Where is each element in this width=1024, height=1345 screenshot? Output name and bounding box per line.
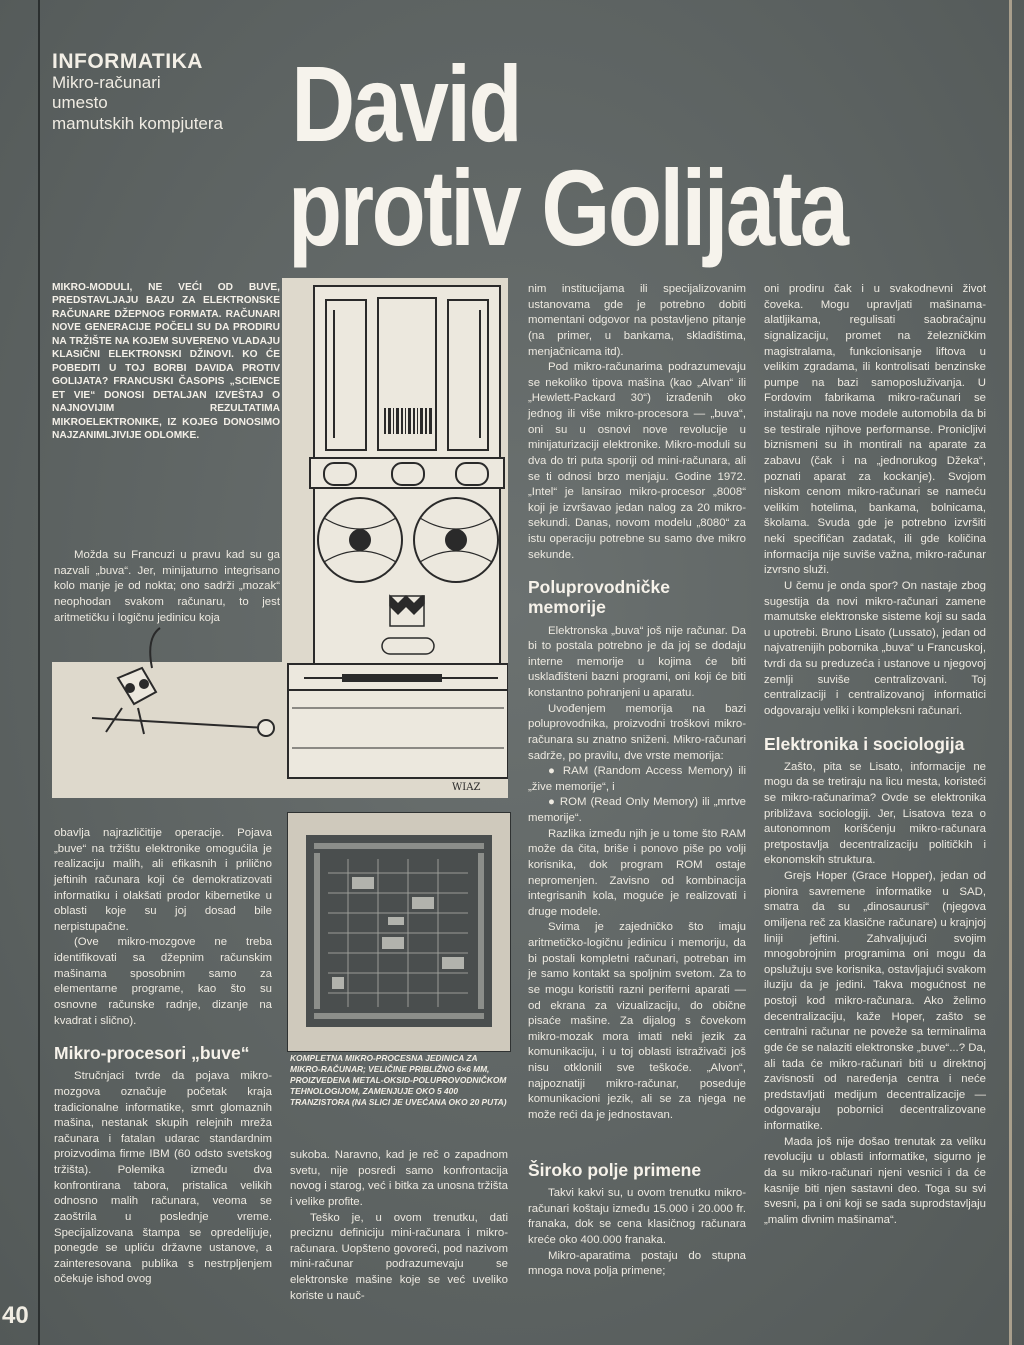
cartoon-signature: WIAZ (452, 782, 481, 793)
list-item: ● RAM (Random Access Memory) ili „žive memorije“, i (528, 764, 746, 795)
left-margin-rule (38, 0, 40, 1345)
list-item: ● ROM (Read Only Memory) ili „mrtve memorije“. (528, 795, 746, 826)
paragraph: Stručnjaci tvrde da pojava mikro-mozgova označuje početak kraja tradicionalne informatike, smrt glomaznih mašina, nestanak skupih relejnih mreža računara i fatalan udarac standardnim proizvodima firme IBM (60 odsto svetskog tržišta). Polemika između dva konfrontirana tabora, pristalica velikih odnosno malih računara, veoma se zaoštrila u poslednje vreme. Specijalizovana štampa se opredelijuje, ponegde se upliću državne ustanove, a zainteresovana publika s nestrpljenjem očekuje ishod ovog (54, 1070, 272, 1286)
paragraph: Svima je zajedničko što imaju aritmetičko-logičnu jedinicu i memoriju, da bi postali kompletni računari, potreban im je samo kontakt sa spoljnim svetom. Za to se mogu koristiti razni periferni aparati — od ekrana za vizualizaciju, do obične pisaće mašine. Za dijalog s čovekom mikro-mozak mora imati neki jezik za komunikaciju, i u toj oblasti istraživači još nisu otklonili sve teškoće. „Alvon“, najpoznatiji mikro-računar, poseduje komunikacioni jezik, ali se za njega ne može reći da je jednostavan. (528, 921, 746, 1121)
paragraph: Grejs Hoper (Grace Hopper), jedan od pionira savremene informatike u SAD, smatra da su „dinosaurusi“ (njegova omiljena reč za klasične računare) u krajnjoj liniji jeftini. Zahvaljujući svojim mnogobrojnim programima oni mogu da opslužuju sve korisnika, ostavljajući svakom iluziju da je jedini. Takva mogućnost ne postoji kod mikro-računara. Ako želimo decentralizaciju, kaže Hoper, zašto se centralni računar ne poveže sa terminalima gde će se nalaziti elektronske „buve“...? Da, ali tada će mikro-računari biti u direktnoj zavisnosti od naređenja centra i neće predstavljati medijum decentralizacije — odgovaraju pobornici decentralizovane informatike. (764, 870, 986, 1132)
column-3-bottom (528, 1160, 746, 1280)
paragraph: obavlja najrazličitije operacije. Pojava „buve“ na tržištu elektronike omogućila je realizaciju malih, ali efikasnih i prilično jeftinih računara koji će demokratizovati informatiku i olakšati prodor kibernetike u oblasti koje su joj dosad bile nerpistupačne. (54, 827, 272, 933)
headline-line: David (291, 43, 521, 164)
paragraph: sukoba. Naravno, kad je reč o zapadnom svetu, nije posredi samo konfrontacija novog i starog, već i bitka za unosna tržišta i velike profite. (290, 1149, 508, 1208)
section-label: INFORMATIKA (52, 50, 203, 73)
paragraph: oni prodiru čak i u svakodnevni život čoveka. Mogu upravljati mašinama-alatljikama, regulisati saobraćajnu signalizaciju, promet na železničkim magistralama, funkcionisanje liftova u velikim zgradama, ili kontrolisati benzinske pumpe na bazi samoposluživanja. U Fordovim fabrikama mikro-računari se instaliraju na nove modele automobila da bi se testirale njihove performanse. Pronicljivi biznismeni su ih montirali na aparate za zabavu (čak i na „jednorukog Džeka“, poznati aparat za kockanje). Svojom niskom cenom mikro-računari se nameću velikim hotelima, bankama, bolnicama, školama. Svuda gde je potrebno izvršiti neki specifičan zadatak, ili gde količina informacija nije suviše važna, mikro-računar izvrsno služi. (764, 283, 986, 577)
column-photo-bottom (290, 1148, 508, 1304)
paragraph: Pod mikro-računarima podrazumevaju se nekoliko tipova mašina (kao „Alvan“ ili „Hewlett-Packard 30“) izrađenih oko jednog ili više mikro-procesora — „buva“, oni su u osnovi nove revolucije u minijaturizaciji elektronike. Mikro-moduli su dva do tri puta sporiji od mini-računara, ali se ti odnosi brzo menjaju. Godine 1972. „Intel“ je lansirao mikro-procesor „8008“ koji je izvršavao jedan nalog za 20 mikro-sekundi. Danas, novom modelu „8080“ za istu operaciju potrebne su samo dve mikro sekunde. (528, 361, 746, 561)
headline (288, 43, 847, 268)
photo-caption: KOMPLETNA MIKRO-PROCESNA JEDINICA ZA MIKRO-RAČUNAR; VELIČINE PRIBLIŽNO 6×6 MM, PROIZVEDENA METAL-OKSID-POLUPROVODNIČKOM TEHNOLOGIJOM, ZAMENJUJE OKO 5 400 TRANZISTORA (NA SLICI JE UVEĆANA OKO 20 PUTA) (290, 1053, 507, 1107)
paragraph: Mikro-aparatima postaju do stupna mnoga nova polja primene; (528, 1249, 746, 1278)
paragraph: Možda su Francuzi u pravu kad su ga nazvali „buva“. Jer, minijaturno integrisano kolo manje je od nokta; ono sadrži „mozak“ neophodan svakom računaru, to jest aritmetičku i logičnu jedinicu koja (54, 549, 280, 624)
section-heading: Elektronika i sociologija (764, 733, 965, 754)
microchip-photo (287, 812, 511, 1052)
paragraph: Teško je, u ovom trenutku, dati preciznu definiciju mini-računara i mikro-računara. Uopšteno govoreći, pod nazivom mini-računar podrazumevaju se elektronske mašine koje se već uveliko koriste u nauč- (290, 1211, 508, 1302)
paragraph: Takvi kakvi su, u ovom trenutku mikro-računari koštaju između 15.000 i 20.000 fr. franaka, dok se cena klasičnog računara kreće oko 400.000 franaka. (528, 1187, 746, 1246)
paragraph: U čemu je onda spor? On nastaje zbog sugestija da novi mikro-računari zamene mamutske elektronske sisteme koji su sada u upotrebi. Bruno Lisato (Lussato), jedan od najvatrenijih pobornika „buva“ u Francuskoj, tvrdi da su preduzeća i ustanove u njegovoj zemlji suviše centralizovani. Toj centralizaciji i centralizovanoj informatici odgovaraju veliki i kompleksni računari. (764, 579, 986, 717)
cartoon-computer-illustration (52, 278, 508, 798)
paragraph: nim institucijama ili specijalizovanim ustanovama gde je potrebno dobiti momentani odgovor na postavljeno pitanje (na primer, u bankama, skladištima, menjačnicama itd). (528, 283, 746, 358)
column-1-top (54, 548, 280, 626)
paragraph: (Ove mikro-mozgove ne treba identifikovati sa džepnim računskim mašinama sposobnim samo za elementarne programe, kao što su osnovne računske radnje, dizanje na kvadrat i slično). (54, 936, 272, 1027)
column-4 (764, 282, 986, 1228)
paragraph: Uvođenjem memorija na bazi poluprovodnika, proizvodni troškovi mikro-računara su znatno sniženi. Mikro-računari sadrže, po pravilu, dve vrste memorija: (528, 702, 746, 762)
page-number: 40 (2, 1302, 29, 1329)
microchip-image (288, 813, 510, 1051)
lead-paragraph: MIKRO-MODULI, NE VEĆI OD BUVE, PREDSTAVLJAJU BAZU ZA ELEKTRONSKE RAČUNARE DŽEPNOG FORMATA. RAČUNARI NOVE GENERACIJE POČELI SU DA PRODIRU NA TRŽIŠTE NA KOJEM SUVERENO VLADAJU KLASIČNI ELEKTRONSKI DŽINOVI. KO ĆE POBEDITI U TOJ BORBI DAVIDA PROTIV GOLIJATA? FRANCUSKI ČASOPIS „SCIENCE ET VIE“ DONOSI DETALJAN IZVEŠTAJ O NAJNOVIJIM REZULTATIMA MIKROELEKTRONIKE, IZ KOJEG DONOSIMO NAJZANIMLJIVIJE ODLOMKE. (52, 282, 280, 441)
column-2 (528, 282, 746, 1124)
paragraph: Razlika između njih je u tome što RAM može da čita, briše i ponovo piše po volji korisnika, dok program ROM ostaje nepromenjen. Zavisno od kombinacija integrisanih kola, moguće je realizovati i druge modele. (528, 827, 746, 918)
paragraph: Zašto, pita se Lisato, informacije ne mogu da se tretiraju na licu mesta, koristeći se mikro-računarima? Ovde se elektronika približava sociologiji. Jer, Lisatova teza o autonomnom korišćenju mikro-računara pretpostavlja decentralizaciju političkih i ekonomskih struktura. (764, 760, 986, 867)
paragraph: Elektronska „buva“ još nije računar. Da bi to postala potrebno je da joj se dodaju interne memorije u kojima će biti usklađišteni bazni programi, oni koji će biti konstantno pohranjeni u aparatu. (528, 624, 746, 699)
section-heading: Poluprovodničke memorije (528, 577, 670, 618)
section-heading: Široko polje primene (528, 1160, 702, 1180)
kicker-line: mamutskih kompjutera (52, 113, 224, 133)
column-1-bottom (54, 826, 272, 1288)
headline-line: protiv Golijata (288, 146, 847, 268)
section-heading: Mikro-procesori „buve“ (54, 1043, 250, 1064)
paragraph: Mada još nije došao trenutak za veliku revoluciju u oblasti informatike, sigurno je da su mikro-računari njeni vesnici i da će kasnije biti njen sastavni deo. Toga su svi svesni, pa i oni koji se sada suprodstavljaju „malim divnim mašinama“. (764, 1135, 986, 1226)
kicker-line: Mikro-računari (52, 73, 161, 93)
kicker-block (52, 50, 292, 134)
kicker-line: umesto (52, 93, 108, 113)
right-page-edge (1009, 0, 1012, 1345)
